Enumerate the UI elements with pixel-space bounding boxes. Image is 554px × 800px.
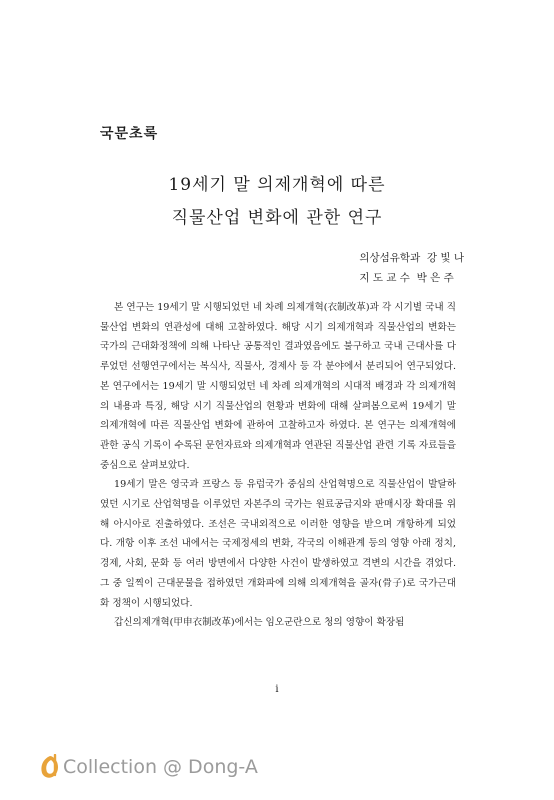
watermark-text: Collection @ Dong-A	[63, 756, 258, 778]
abstract-body	[100, 298, 456, 633]
advisor-name: 지 도 교 수 박 은 주	[359, 272, 454, 284]
section-label: 국문초록	[100, 126, 159, 142]
dcollection-watermark	[38, 754, 258, 780]
dcollection-logo-icon	[38, 754, 62, 780]
abstract-paragraph-1: 본 연구는 19세기 말 시행되었던 네 차례 의제개혁(衣制改革)과 각 시기별 국내 직물산업 변화의 연관성에 대해 고찰하였다. 해당 시기 의제개혁과 직물산업의 변화는 국가의 근대화정책에 의해 나타난 공통적인 결과였음에도 불구하고 국내 근대사를 다루었던 선행연구에서는 복식사, 직물사, 경제사 등 각 분야에서 분리되어 연구되었다. 본 연구에서는 19세기 말 시행되었던 네 차례 의제개혁의 시대적 배경과 각 의제개혁의 내용과 특징, 해당 시기 직물산업의 현황과 변화에 대해 살펴봄으로써 19세기 말 의제개혁에 따른 직물산업 변화에 관하여 고찰하고자 하였다. 본 연구는 의제개혁에 관한 공식 기록이 수록된 문헌자료와 의제개혁과 연관된 직물산업 관련 기록 자료들을 중심으로 살펴보았다.	[100, 302, 456, 471]
author-department-name: 의상섬유학과 강 빛 나	[359, 252, 464, 264]
abstract-paragraph-2: 19세기 말은 영국과 프랑스 등 유럽국가 중심의 산업혁명으로 직물산업이 발달하였던 시기로 산업혁명을 이루었던 자본주의 국가는 원료공급지와 판매시장 확대를 위해 아시아로 진출하였다. 조선은 국내외적으로 이러한 영향을 받으며 개항하게 되었다. 개항 이후 조선 내에서는 국제정세의 변화, 각국의 이해관계 등의 영향 아래 정치, 경제, 사회, 문화 등 여러 방면에서 다양한 사건이 발생하였고 격변의 시간을 겪었다. 그 중 일찍이 근대문물을 접하였던 개화파에 의해 의제개혁을 골자(骨子)로 국가근대화 정책이 시행되었다.	[100, 479, 456, 609]
thesis-title-line-1: 19세기 말 의제개혁에 따른	[168, 175, 386, 195]
thesis-title-line-2: 직물산업 변화에 관한 연구	[171, 208, 383, 228]
abstract-paragraph-3: 갑신의제개혁(甲申衣制改革)에서는 임오군란으로 청의 영향이 확장됨	[114, 617, 405, 629]
page-number: i	[275, 684, 279, 695]
author-block	[359, 248, 464, 288]
